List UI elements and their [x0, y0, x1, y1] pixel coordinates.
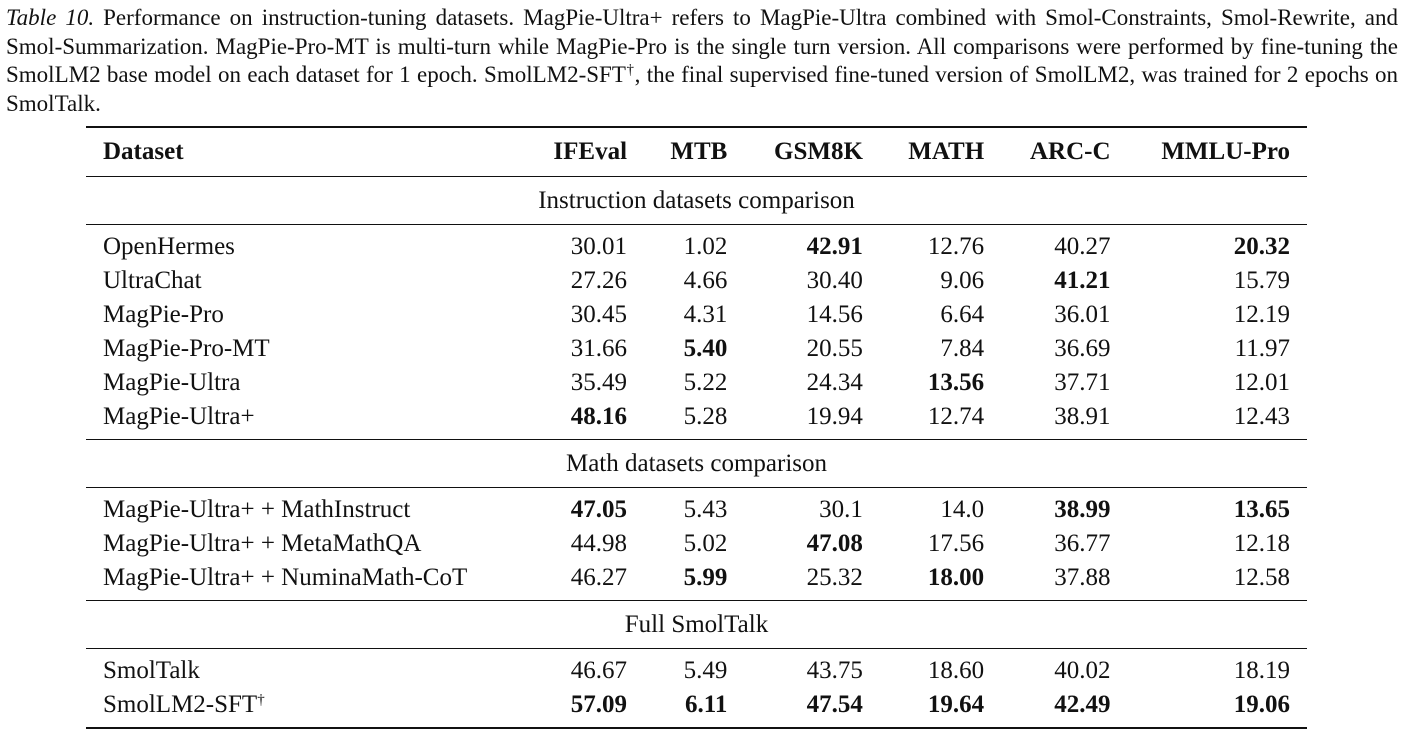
score-cell-gsm8k: 43.75: [806, 657, 863, 684]
score-cell-gsm8k: 30.40: [806, 267, 863, 294]
score-cell-math: 12.74: [927, 403, 985, 430]
section-header-row: [86, 177, 1307, 225]
score-cell-mmlu-pro: 18.19: [1233, 657, 1290, 684]
section-header-row: [86, 440, 1307, 488]
score-cell-mtb: 4.66: [683, 267, 728, 294]
score-cell-math: 19.64: [927, 691, 985, 718]
table-row: [86, 488, 1307, 528]
dataset-name: SmolLM2-SFT: [103, 691, 258, 718]
dataset-name: UltraChat: [103, 267, 202, 294]
score-cell-arc-c: 40.02: [1054, 657, 1111, 684]
header-mmlu-pro: MMLU-Pro: [1128, 127, 1307, 177]
dataset-name-cell: [86, 332, 525, 366]
score-cell-mmlu-pro: 15.79: [1233, 267, 1290, 294]
score-cell-mmlu-pro: 12.18: [1233, 530, 1290, 557]
table-body: [86, 177, 1307, 729]
table-row: [86, 225, 1307, 265]
score-cell-gsm8k: 24.34: [806, 369, 863, 396]
score-cell-mtb: 5.22: [683, 369, 728, 396]
header-ifeval: IFEval: [525, 127, 644, 177]
score-cell-mtb: 5.49: [683, 657, 728, 684]
dataset-name-cell: [86, 400, 525, 440]
caption-dagger: †: [625, 62, 635, 78]
score-cell-gsm8k: 42.91: [806, 233, 863, 260]
score-cell-mtb: 4.31: [683, 301, 728, 328]
score-cell-gsm8k: 47.08: [806, 530, 863, 557]
dataset-name-cell: [86, 561, 525, 601]
score-cell-ifeval: 46.67: [570, 657, 628, 684]
score-cell-math: 14.0: [940, 496, 985, 523]
score-cell-gsm8k: 19.94: [806, 403, 863, 430]
score-cell-gsm8k: 30.1: [819, 496, 863, 523]
table-row: [86, 649, 1307, 689]
table-row: [86, 366, 1307, 400]
dataset-name: MagPie-Ultra: [103, 369, 241, 396]
dataset-name: SmolTalk: [103, 657, 200, 684]
dataset-name: OpenHermes: [103, 233, 235, 260]
header-dataset: Dataset: [86, 127, 525, 177]
score-cell-math: 13.56: [927, 369, 985, 396]
score-cell-math: 18.00: [927, 564, 985, 591]
header-math: MATH: [880, 127, 1001, 177]
dataset-name-cell: [86, 298, 525, 332]
section-title: Instruction datasets comparison: [86, 177, 1307, 225]
score-cell-arc-c: 38.99: [1054, 496, 1111, 523]
dagger-mark: †: [257, 692, 265, 708]
header-arc-c: ARC-C: [1001, 127, 1127, 177]
header-row: [86, 127, 1307, 177]
score-cell-ifeval: 47.05: [570, 496, 628, 523]
table-caption: [6, 4, 1398, 118]
table-row: [86, 561, 1307, 601]
table-row: [86, 332, 1307, 366]
score-cell-ifeval: 57.09: [570, 691, 628, 718]
section-title: Full SmolTalk: [86, 601, 1307, 649]
section-header-row: [86, 601, 1307, 649]
score-cell-ifeval: 30.45: [570, 301, 628, 328]
results-table: [86, 126, 1307, 729]
score-cell-math: 9.06: [940, 267, 985, 294]
score-cell-arc-c: 37.88: [1054, 564, 1111, 591]
dataset-name: MagPie-Pro-MT: [103, 335, 270, 362]
score-cell-arc-c: 41.21: [1054, 267, 1111, 294]
score-cell-mtb: 5.40: [683, 335, 728, 362]
score-cell-gsm8k: 14.56: [806, 301, 863, 328]
caption-text-after: , the final supervised fine-tuned version of SmolLM2, was trained for 2 epochs on SmolTalk.: [6, 62, 1398, 116]
section-title: Math datasets comparison: [86, 440, 1307, 488]
score-cell-gsm8k: 25.32: [806, 564, 863, 591]
dataset-name-cell: [86, 225, 525, 265]
table-row: [86, 264, 1307, 298]
score-cell-mtb: 6.11: [684, 691, 728, 718]
score-cell-mtb: 5.43: [683, 496, 728, 523]
score-cell-mtb: 5.28: [683, 403, 728, 430]
table-row: [86, 400, 1307, 440]
dataset-name: MagPie-Ultra+ + NuminaMath-CoT: [103, 564, 468, 591]
score-cell-mmlu-pro: 12.19: [1233, 301, 1290, 328]
score-cell-ifeval: 44.98: [570, 530, 628, 557]
dataset-name-cell: [86, 527, 525, 561]
score-cell-gsm8k: 20.55: [806, 335, 863, 362]
dataset-name: MagPie-Ultra+: [103, 403, 255, 430]
score-cell-arc-c: 38.91: [1054, 403, 1111, 430]
score-cell-arc-c: 36.69: [1054, 335, 1111, 362]
score-cell-gsm8k: 47.54: [806, 691, 863, 718]
score-cell-mtb: 1.02: [683, 233, 728, 260]
dataset-name-cell: [86, 649, 525, 689]
score-cell-math: 7.84: [940, 335, 985, 362]
dataset-name: MagPie-Ultra+ + MetaMathQA: [103, 530, 422, 557]
score-cell-math: 6.64: [940, 301, 985, 328]
score-cell-mmlu-pro: 12.43: [1233, 403, 1290, 430]
score-cell-arc-c: 36.01: [1054, 301, 1111, 328]
score-cell-ifeval: 46.27: [570, 564, 628, 591]
score-cell-ifeval: 30.01: [570, 233, 628, 260]
score-cell-mmlu-pro: 19.06: [1233, 691, 1290, 718]
dataset-name-cell: [86, 366, 525, 400]
table-row: [86, 688, 1307, 728]
score-cell-arc-c: 36.77: [1054, 530, 1111, 557]
table-row: [86, 527, 1307, 561]
caption-text: Performance on instruction-tuning datasets. MagPie-Ultra+ refers to MagPie-Ultra combined with Smol-Constraints, Smol-Rewrite, and Smol-Summarization. MagPie-Pro-MT is multi-turn while MagPie-Pro is the single turn version. All comparisons were performed by fine-tuning the SmolLM2 base model on each dataset for 1 epoch. SmolLM2-SFT: [6, 5, 1398, 87]
score-cell-mtb: 5.99: [683, 564, 728, 591]
score-cell-math: 18.60: [927, 657, 985, 684]
score-cell-mmlu-pro: 11.97: [1234, 335, 1290, 362]
score-cell-math: 12.76: [927, 233, 985, 260]
score-cell-mmlu-pro: 12.58: [1233, 564, 1290, 591]
dataset-name-cell: [86, 264, 525, 298]
score-cell-arc-c: 37.71: [1054, 369, 1111, 396]
score-cell-arc-c: 40.27: [1054, 233, 1111, 260]
table-header: [86, 127, 1307, 177]
score-cell-ifeval: 27.26: [570, 267, 628, 294]
dataset-name-cell: [86, 488, 525, 528]
score-cell-math: 17.56: [927, 530, 985, 557]
score-cell-mmlu-pro: 13.65: [1233, 496, 1290, 523]
score-cell-ifeval: 48.16: [570, 403, 628, 430]
score-cell-mtb: 5.02: [683, 530, 728, 557]
score-cell-arc-c: 42.49: [1054, 691, 1111, 718]
dataset-name: MagPie-Pro: [103, 301, 224, 328]
score-cell-mmlu-pro: 12.01: [1233, 369, 1290, 396]
header-gsm8k: GSM8K: [744, 127, 880, 177]
table-row: [86, 298, 1307, 332]
score-cell-mmlu-pro: 20.32: [1233, 233, 1290, 260]
score-cell-ifeval: 31.66: [570, 335, 628, 362]
header-mtb: MTB: [644, 127, 744, 177]
dataset-name: MagPie-Ultra+ + MathInstruct: [103, 496, 411, 523]
dataset-name-cell: [86, 688, 525, 728]
caption-label: Table 10.: [6, 5, 95, 30]
score-cell-ifeval: 35.49: [570, 369, 628, 396]
